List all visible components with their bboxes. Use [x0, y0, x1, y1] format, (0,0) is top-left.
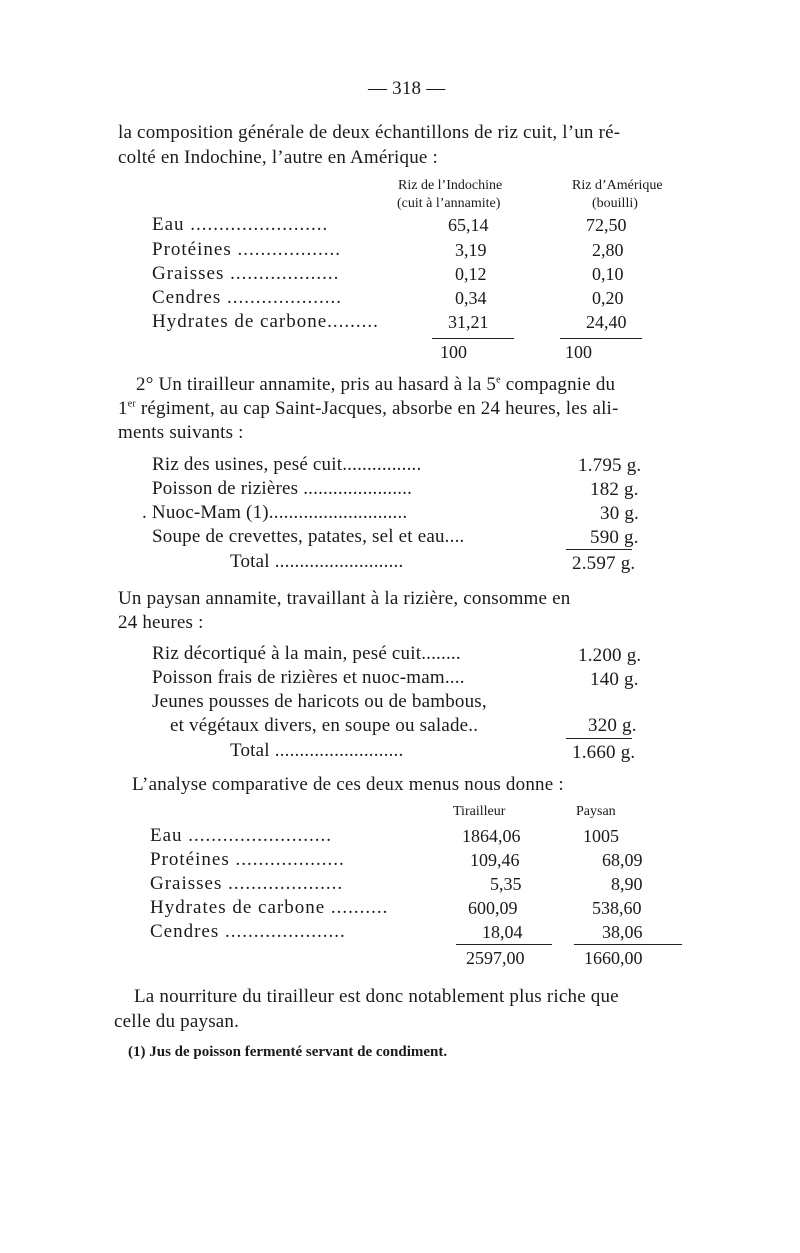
table1-row-value-1: 31,21: [448, 312, 489, 332]
para3-line-1: Un paysan annamite, travaillant à la rizière, consomme en: [118, 588, 571, 609]
table1-row-value-1: 0,12: [455, 264, 487, 284]
table1-row-value-2: 0,10: [592, 264, 624, 284]
conclusion-line-2: celle du paysan.: [114, 1011, 240, 1032]
menu1-row-value: 182 g.: [590, 479, 639, 500]
menu2-row-value: 140 g.: [590, 669, 639, 690]
intro-line-1: la composition générale de deux échantillons de riz cuit, l’un ré-: [118, 122, 621, 143]
menu1-row-label: Riz des usines, pesé cuit................: [152, 454, 422, 475]
menu2-row-label: Jeunes pousses de haricots ou de bambous,: [152, 691, 487, 712]
table1-row-value-1: 65,14: [448, 215, 489, 235]
intro-line-2: colté en Indochine, l’autre en Amérique :: [118, 147, 438, 168]
table2-total-2: 1660,00: [584, 948, 643, 968]
menu1-row-value: 30 g.: [600, 503, 639, 524]
table1-row-value-2: 24,40: [586, 312, 627, 332]
table1-row-value-2: 2,80: [592, 240, 624, 260]
table2-row-label: Eau .........................: [150, 825, 333, 846]
table1-total-1: 100: [440, 342, 467, 362]
table1-col2-header: Riz d’Amérique: [572, 178, 663, 193]
table1-row-label: Eau ........................: [152, 214, 329, 235]
table1-row-value-2: 0,20: [592, 288, 624, 308]
page-number: — 318 —: [368, 78, 446, 99]
menu1-total-value: 2.597 g.: [572, 553, 636, 574]
menu2-sum-rule: [566, 738, 632, 739]
table1-sum-rule-1: [432, 338, 514, 339]
table2-sum-rule-2: [574, 944, 682, 945]
table1-col1-subheader: (cuit à l’annamite): [397, 196, 501, 211]
menu2-total-label: Total ..........................: [230, 740, 404, 761]
menu2-row-value: 320 g.: [588, 715, 637, 736]
conclusion-line-1: La nourriture du tirailleur est donc notablement plus riche que: [134, 986, 619, 1007]
menu1-sum-rule: [566, 549, 632, 550]
menu2-row-label-continued: et végétaux divers, en soupe ou salade..: [170, 715, 479, 736]
table2-row-value-1: 18,04: [482, 922, 523, 942]
table2-sum-rule-1: [456, 944, 552, 945]
table1-row-label: Hydrates de carbone.........: [152, 311, 379, 332]
footnote: (1) Jus de poisson fermenté servant de condiment.: [128, 1044, 448, 1060]
table1-row-value-1: 0,34: [455, 288, 487, 308]
menu2-row-value: 1.200 g.: [578, 645, 642, 666]
menu1-total-label: Total ..........................: [230, 551, 404, 572]
table1-row-label: Cendres ....................: [152, 287, 343, 308]
menu1-row-value: 590 g.: [590, 527, 639, 548]
table2-row-label: Hydrates de carbone ..........: [150, 897, 389, 918]
table2-row-label: Graisses ....................: [150, 873, 344, 894]
table2-row-value-1: 109,46: [470, 850, 520, 870]
table2-row-value-2: 538,60: [592, 898, 642, 918]
table2-row-value-1: 5,35: [490, 874, 522, 894]
para2-line-2: 1er régiment, au cap Saint-Jacques, absorbe en 24 heures, les ali-: [118, 398, 619, 419]
table2-col1-header: Tirailleur: [453, 804, 506, 819]
menu1-row-label: Soupe de crevettes, patates, sel et eau....: [152, 526, 465, 547]
table2-row-label: Cendres .....................: [150, 921, 346, 942]
menu1-row-label: . Nuoc-Mam (1)............................: [142, 502, 408, 523]
para2-line-1: 2° Un tirailleur annamite, pris au hasard à la 5e compagnie du: [136, 374, 616, 395]
table1-row-value-2: 72,50: [586, 215, 627, 235]
para4: L’analyse comparative de ces deux menus nous donne :: [132, 774, 564, 795]
menu2-total-value: 1.660 g.: [572, 742, 636, 763]
table2-total-1: 2597,00: [466, 948, 525, 968]
table2-col2-header: Paysan: [576, 804, 616, 819]
table2-row-value-1: 1864,06: [462, 826, 521, 846]
table1-row-label: Protéines ..................: [152, 239, 341, 260]
table2-row-value-1: 600,09: [468, 898, 518, 918]
menu1-row-label: Poisson de rizières ......................: [152, 478, 413, 499]
menu1-row-value: 1.795 g.: [578, 455, 642, 476]
table1-col2-subheader: (bouilli): [592, 196, 638, 211]
menu2-row-label: Poisson frais de rizières et nuoc-mam....: [152, 667, 465, 688]
table2-row-value-2: 38,06: [602, 922, 643, 942]
table2-row-value-2: 68,09: [602, 850, 643, 870]
table1-total-2: 100: [565, 342, 592, 362]
table2-row-label: Protéines ...................: [150, 849, 345, 870]
para2-line-3: ments suivants :: [118, 422, 244, 443]
table2-row-value-2: 8,90: [611, 874, 643, 894]
table1-sum-rule-2: [560, 338, 642, 339]
table1-col1-header: Riz de l’Indochine: [398, 178, 503, 193]
table1-row-value-1: 3,19: [455, 240, 487, 260]
table2-row-value-2: 1005: [583, 826, 619, 846]
table1-row-label: Graisses ...................: [152, 263, 340, 284]
menu2-row-label: Riz décortiqué à la main, pesé cuit........: [152, 643, 461, 664]
para3-line-2: 24 heures :: [118, 612, 204, 633]
